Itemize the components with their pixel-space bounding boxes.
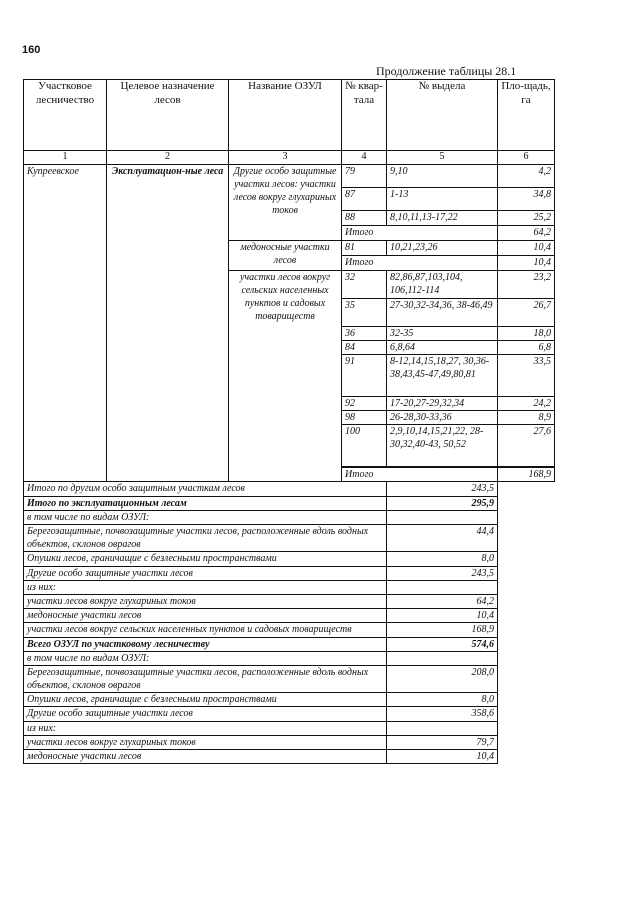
subtotal-label: Итого [342,225,498,240]
summary-label: Берегозащитные, почвозащитные участки лесов, расположенные вдоль водных объектов, склонов оврагов [24,525,387,552]
subtotal-value: 64,2 [498,225,555,240]
summary-row [24,580,555,594]
table-row [24,164,555,187]
vydel-cell: 9,10 [387,164,498,187]
subtotal-value: 10,4 [498,255,555,270]
summary-row [24,594,555,608]
kvartal-cell: 100 [342,425,387,467]
kvartal-cell: 87 [342,187,387,210]
ozul-name-cell: медоносные участки лесов [229,240,342,270]
area-cell: 25,2 [498,210,555,225]
subtotal-label: Итого [342,255,498,270]
subtotal-label: Итого [342,468,498,482]
vydel-cell: 2,9,10,14,15,21,22, 28-30,32,40-43, 50,52 [387,425,498,467]
area-cell: 33,5 [498,354,555,396]
header-number: 2 [107,151,229,165]
header-number: 4 [342,151,387,165]
summary-label: из них: [24,721,387,735]
summary-row [24,721,555,735]
ozul-name-cell: Другие особо защитные участки лесов: участки лесов вокруг глухариных токов [229,164,342,240]
summary-value: 295,9 [387,496,498,510]
summary-value [387,510,498,524]
summary-value: 8,0 [387,693,498,707]
summary-value: 168,9 [387,623,498,637]
summary-row [24,623,555,637]
summary-label: Итого по другим особо защитным участкам лесов [24,482,387,496]
area-cell: 4,2 [498,164,555,187]
summary-value: 44,4 [387,525,498,552]
summary-label: медоносные участки лесов [24,609,387,623]
summary-label: Всего ОЗУЛ по участковому лесничеству [24,637,387,651]
summary-label: в том числе по видам ОЗУЛ: [24,510,387,524]
summary-value: 358,6 [387,707,498,721]
header-ozul-name: Название ОЗУЛ [229,80,342,151]
vydel-cell: 8-12,14,15,18,27, 30,36-38,43,45-47,49,80,81 [387,354,498,396]
summary-label: Берегозащитные, почвозащитные участки лесов, расположенные вдоль водных объектов, склонов оврагов [24,665,387,692]
summary-row [24,609,555,623]
kvartal-cell: 92 [342,396,387,410]
kvartal-cell: 81 [342,240,387,255]
summary-row [24,482,555,496]
summary-value: 79,7 [387,735,498,749]
area-cell: 26,7 [498,298,555,326]
summary-row [24,693,555,707]
summary-label: Опушки лесов, граничащие с безлесными пространствами [24,693,387,707]
table-body [24,164,555,764]
header-number-row [24,151,555,165]
summary-row [24,735,555,749]
summary-row [24,665,555,692]
summary-label: Опушки лесов, граничащие с безлесными пространствами [24,552,387,566]
summary-value [387,580,498,594]
header-number: 3 [229,151,342,165]
summary-label: участки лесов вокруг глухариных токов [24,594,387,608]
kvartal-cell: 35 [342,298,387,326]
summary-label: Другие особо защитные участки лесов [24,707,387,721]
vydel-cell: 10,21,23,26 [387,240,498,255]
kvartal-cell: 98 [342,411,387,425]
subtotal-value: 168,9 [498,468,555,482]
vydel-cell: 1-13 [387,187,498,210]
summary-label: в том числе по видам ОЗУЛ: [24,651,387,665]
area-cell: 8,9 [498,411,555,425]
summary-value [387,721,498,735]
header-number: 5 [387,151,498,165]
summary-value: 10,4 [387,750,498,764]
vydel-cell: 6,8,64 [387,340,498,354]
area-cell: 6,8 [498,340,555,354]
summary-value: 574,6 [387,637,498,651]
kvartal-cell: 79 [342,164,387,187]
summary-value [387,651,498,665]
summary-row [24,651,555,665]
summary-label: участки лесов вокруг глухариных токов [24,735,387,749]
kvartal-cell: 84 [342,340,387,354]
area-cell: 10,4 [498,240,555,255]
summary-row [24,525,555,552]
summary-label: участки лесов вокруг сельских населенных пунктов и садовых товариществ [24,623,387,637]
vydel-cell: 17-20,27-29,32,34 [387,396,498,410]
summary-label: Итого по эксплуатационным лесам [24,496,387,510]
header-purpose: Целевое назначение лесов [107,80,229,151]
purpose-cell: Эксплуатацион-ные леса [107,164,229,482]
summary-row [24,496,555,510]
summary-value: 243,5 [387,566,498,580]
table-continuation-label: Продолжение таблицы 28.1 [376,64,517,78]
summary-label: медоносные участки лесов [24,750,387,764]
summary-row [24,750,555,764]
forestry-cell: Купреевское [24,164,107,482]
header-area: Пло-щадь, га [498,80,555,151]
ozul-table [23,79,555,764]
area-cell: 34,8 [498,187,555,210]
vydel-cell: 8,10,11,13-17,22 [387,210,498,225]
header-number: 1 [24,151,107,165]
vydel-cell: 27-30,32-34,36, 38-46,49 [387,298,498,326]
summary-label: Другие особо защитные участки лесов [24,566,387,580]
header-number: 6 [498,151,555,165]
summary-value: 243,5 [387,482,498,496]
vydel-cell: 82,86,87,103,104, 106,112-114 [387,270,498,298]
summary-row [24,510,555,524]
summary-value: 8,0 [387,552,498,566]
header-row [24,80,555,151]
summary-row [24,566,555,580]
area-cell: 23,2 [498,270,555,298]
page-number: 160 [22,44,41,56]
summary-row [24,637,555,651]
vydel-cell: 32-35 [387,326,498,340]
ozul-name-cell: участки лесов вокруг сельских населенных пунктов и садовых товариществ [229,270,342,482]
summary-row [24,707,555,721]
vydel-cell: 26-28,30-33,36 [387,411,498,425]
area-cell: 18,0 [498,326,555,340]
kvartal-cell: 32 [342,270,387,298]
summary-value: 10,4 [387,609,498,623]
summary-label: из них: [24,580,387,594]
kvartal-cell: 88 [342,210,387,225]
area-cell: 24,2 [498,396,555,410]
header-vydel: № выдела [387,80,498,151]
kvartal-cell: 36 [342,326,387,340]
area-cell: 27,6 [498,425,555,467]
summary-row [24,552,555,566]
kvartal-cell: 91 [342,354,387,396]
header-forestry: Участковое лесничество [24,80,107,151]
summary-value: 64,2 [387,594,498,608]
header-kvartal: № квар-тала [342,80,387,151]
summary-value: 208,0 [387,665,498,692]
